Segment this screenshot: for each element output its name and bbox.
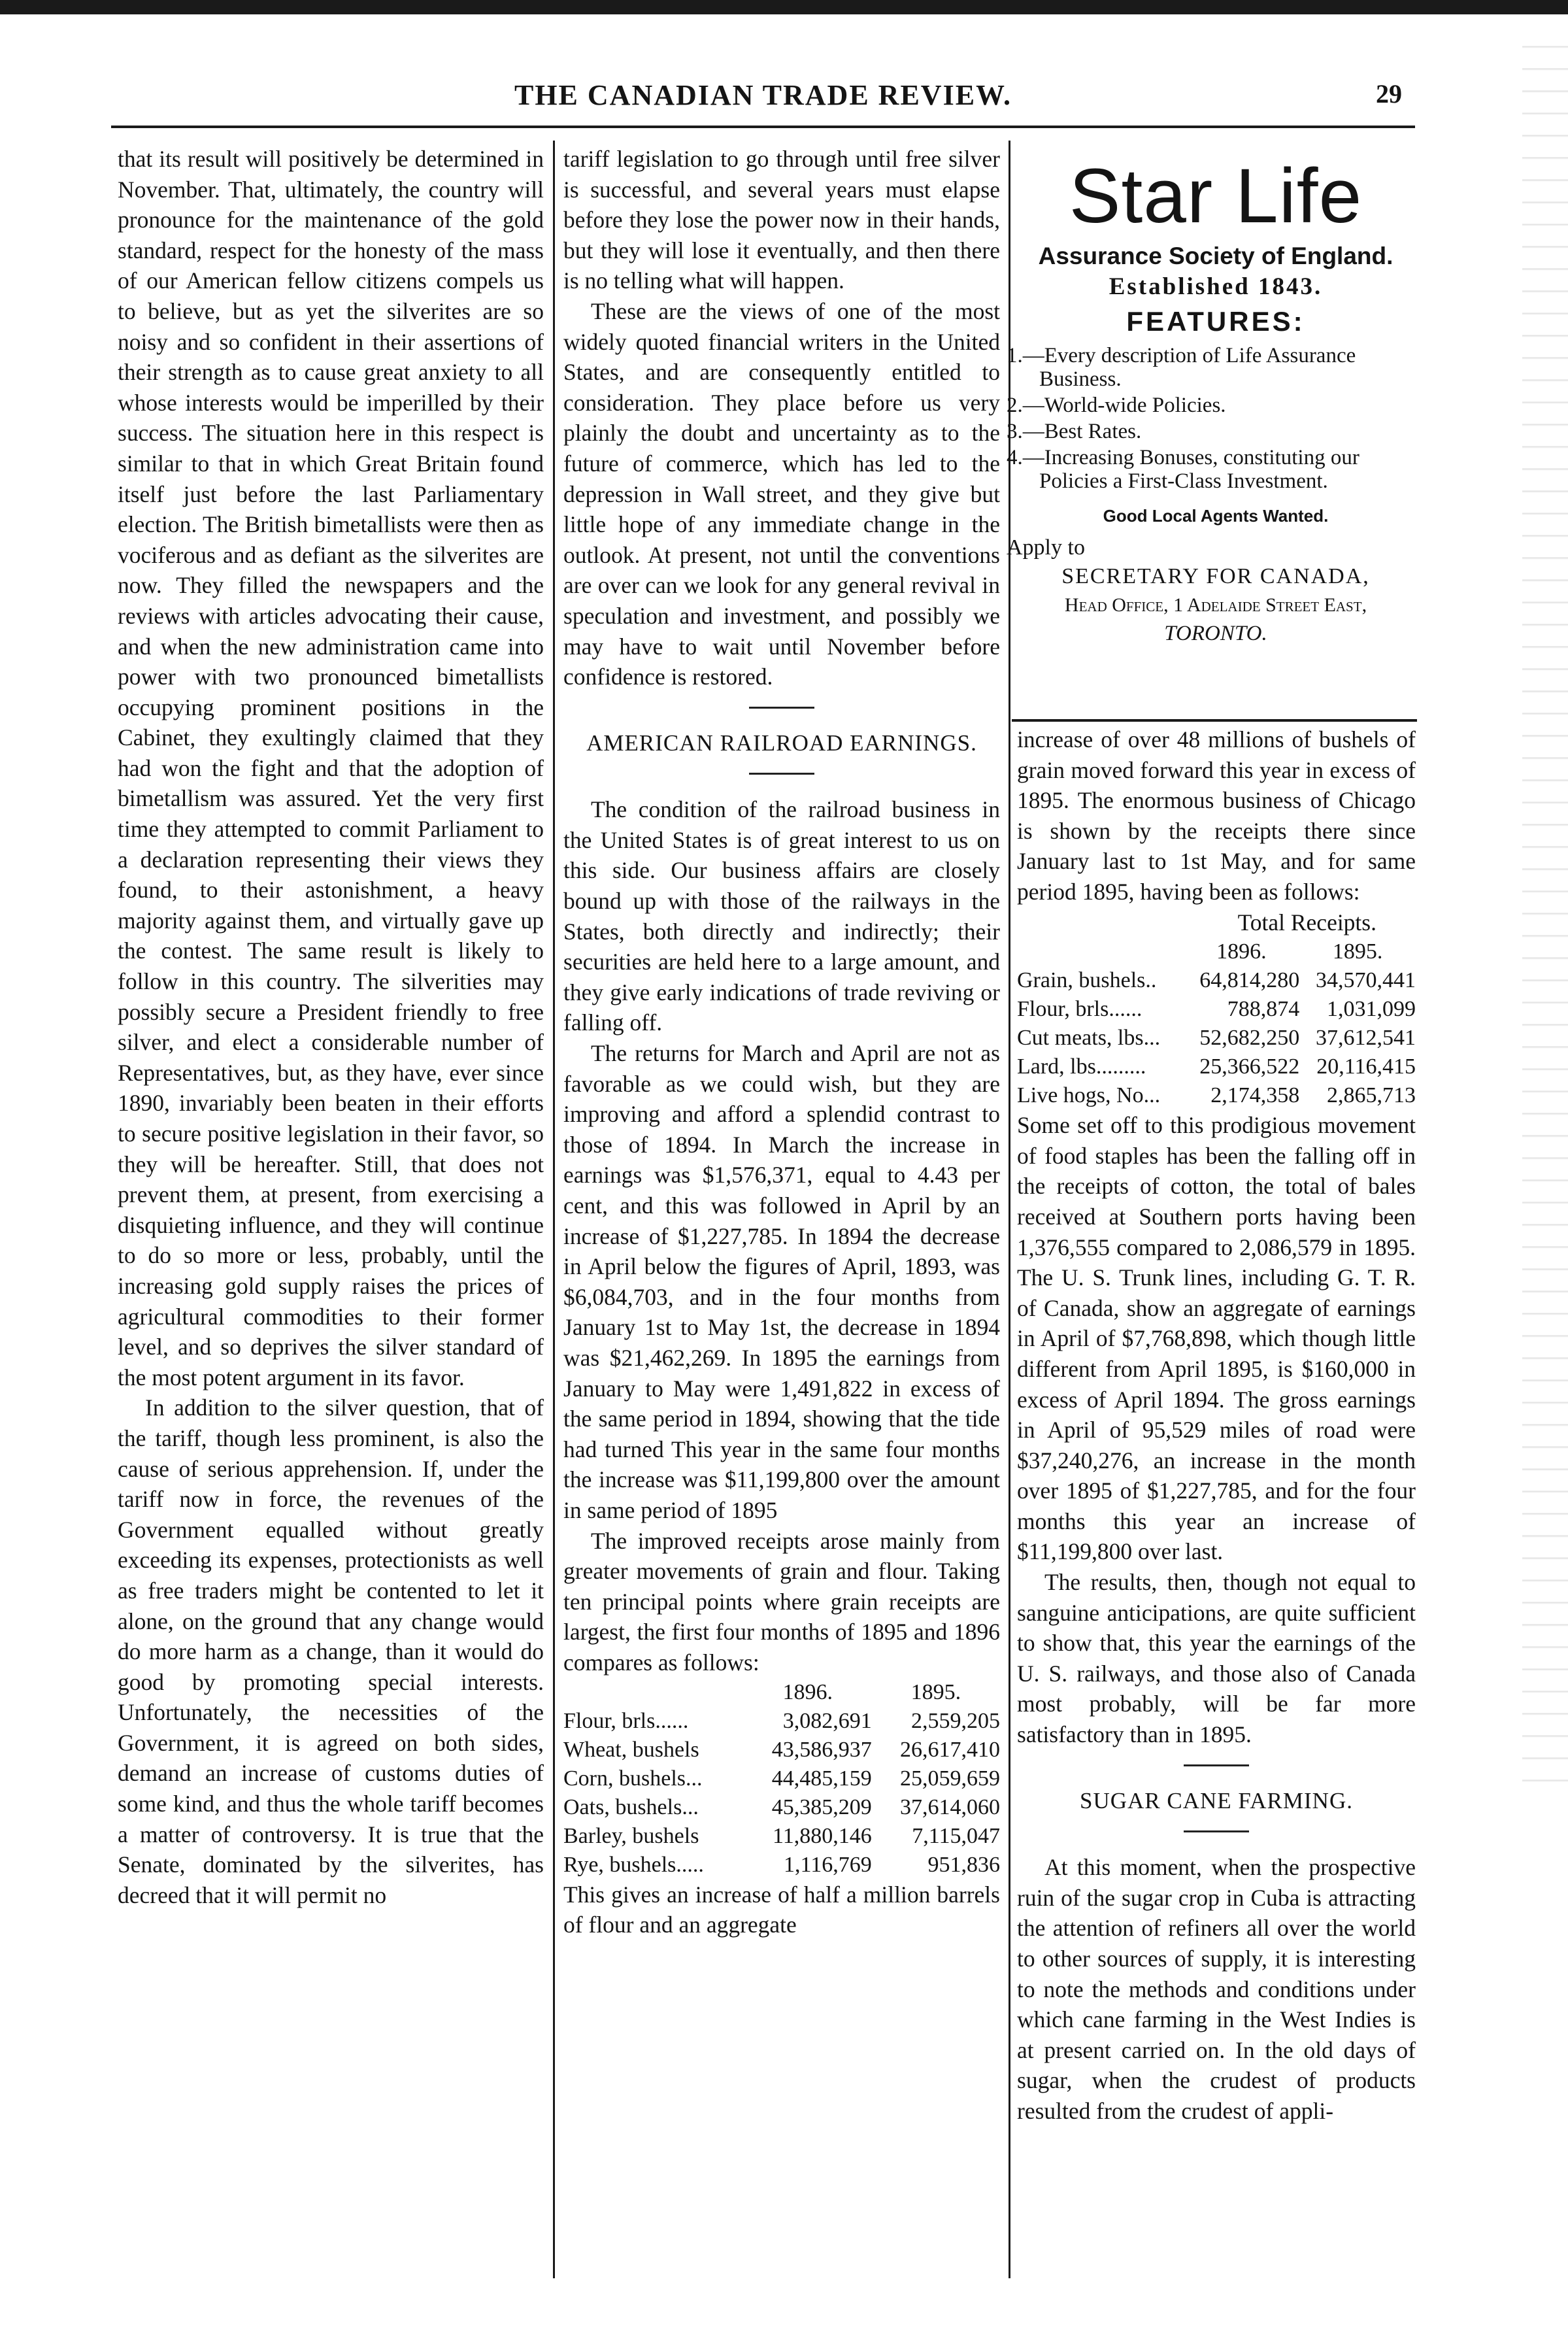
table-row: [563, 1822, 1000, 1851]
header-rule: [111, 126, 1415, 128]
col1-paragraph-1: that its result will positively be determined in November. That, ultimately, the country will pronounce for the maintenance of the gold standard, respect for the honesty of the mass of our American fellow citizens compels us to believe, but as yet the silverites are so noisy and so confident in their assertions of their strength as to cause great anxiety to all whose interests would be imperilled by their success. The situation here in this respect is similar to that in which Great Britain found itself just before the last Parliamentary election. The British bimetallists were then as vociferous and as defiant as the silverites are now. They filled the newspapers and the reviews with articles advocating their cause, and when the new administration came into power with two pronounced bimetallists occupying prominent positions in the Cabinet, they exultingly claimed that they had won the fight and that the adoption of bimetallism was assured. Yet the very first time they attempted to commit Parliament to a declaration representing their views they found, to their astonishment, a heavy majority against them, and virtually gave up the contest. The same result is likely to follow in this country. The silverities may possibly secure a President friendly to free silver, and elect a considerable number of Representatives, but, as they have, ever since 1890, invariably been beaten in their efforts to secure positive legislation in their favor, so they will be hereafter. Still, that does not prevent them, at present, from exercising a disquieting influence, and they will continue to do so more or less, probably, until the increasing gold supply raises the prices of agricultural commodities to their former level, and so deprives the silver standard of the most potent argument in its favor.: [118, 146, 544, 1391]
table-cell: 25,059,659: [900, 1766, 1000, 1791]
table-header-row: [1017, 937, 1416, 966]
table-cell: Cut meats, lbs...: [1017, 1026, 1161, 1051]
column-divider-1: [553, 141, 555, 2278]
table-cell: Lard, lbs.........: [1017, 1054, 1146, 1079]
col2-paragraph-6: This gives an increase of half a million barrels of flour and an aggregate: [563, 1881, 1000, 1938]
grain-flour-receipts-table: [563, 1678, 1000, 1879]
section-separator: [1184, 1830, 1249, 1832]
table-cell: 2,174,358: [1210, 1083, 1300, 1108]
ad-established: Established 1843.: [1109, 273, 1323, 300]
col3-paragraph-4: At this moment, when the prospective ruin of the sugar crop in Cuba is attracting the attention of refiners all over the world to other sources of supply, it is interesting to note the methods and conditions under which cane farming in the West Indies is at present carried on. In the old days of sugar, when the crudest of products resulted from the crudest of appli-: [1017, 1854, 1416, 2124]
table-cell: 2,865,713: [1327, 1083, 1416, 1108]
table-row: [1017, 966, 1416, 995]
section-separator: [749, 707, 814, 709]
page-header: [111, 78, 1415, 118]
table-row: [563, 1736, 1000, 1764]
table-header-cell: 1895.: [910, 1679, 961, 1704]
table-cell: 20,116,415: [1316, 1054, 1416, 1079]
table-cell: 25,366,522: [1199, 1054, 1300, 1079]
table-cell: 2,559,205: [911, 1708, 1000, 1733]
page-top-border: [0, 0, 1568, 14]
table-row: [563, 1707, 1000, 1736]
table-cell: 37,612,541: [1316, 1026, 1416, 1051]
col1-paragraph-2: In addition to the silver question, that of the tariff, though less prominent, is also the cause of serious apprehension. If, under the tariff now in force, the revenues of the Government equalled without greatly exceeding its expenses, protectionists as well as free traders might be contented to let it alone, on the ground that any change would do more harm as a change, than it would do good by promoting special interests. Unfortunately, the necessities of the Government, it is agreed on both sides, demand an increase of customs duties of some kind, and thus the whole tariff becomes a matter of controversy. It is true that the Senate, dominated by the silverites, has decreed that it will permit no: [118, 1394, 544, 1908]
table-cell: 37,614,060: [900, 1795, 1000, 1819]
table-cell: 7,115,047: [912, 1823, 1000, 1848]
star-life-advertisement: [1007, 154, 1425, 646]
table-row: [1017, 995, 1416, 1024]
table-caption: Total Receipts.: [1237, 909, 1376, 935]
table-row: [563, 1793, 1000, 1822]
table-cell: Corn, bushels...: [563, 1766, 703, 1791]
col3-paragraph-3: The results, then, though not equal to sanguine anticipations, are quite sufficient to show that, this year the earnings of the U. S. railways, and those also of Canada most probably, will be far more satisfactory than in 1895.: [1017, 1569, 1416, 1748]
col2-paragraph-1: tariff legislation to go through until free silver is successful, and several years must elapse before they lose the power now in their hands, but they will lose it eventually, and then there is no telling what will happen.: [563, 146, 1000, 294]
table-cell: Barley, bushels: [563, 1823, 699, 1848]
table-cell: 64,814,280: [1199, 968, 1300, 993]
ad-apply: Apply to: [1007, 535, 1085, 560]
ad-features-list: [1007, 344, 1425, 493]
col2-paragraph-2: These are the views of one of the most widely quoted financial writers in the United States, and are consequently entitled to consideration. They place before us very plainly the doubt and uncertainty as to the future of commerce, which has led to the depression in Wall street, and they give but little hope of any immediate change in the outlook. At present, not until the conventions are over can we look for any general revival in speculation and investment, and possibly we may have to wait until November before confidence is restored.: [563, 297, 1000, 690]
table-row: [563, 1764, 1000, 1793]
table-row: [1017, 1024, 1416, 1053]
table-row: [1017, 1081, 1416, 1110]
table-cell: Grain, bushels..: [1017, 968, 1157, 993]
chicago-receipts-table: [1017, 937, 1416, 1110]
table-cell: 45,385,209: [771, 1795, 872, 1819]
ad-company-name: Star Life: [1069, 153, 1363, 239]
table-cell: 1,116,769: [784, 1852, 872, 1877]
table-cell: 951,836: [927, 1852, 1000, 1877]
page-number: 29: [1376, 79, 1402, 109]
table-cell: Flour, brls......: [563, 1708, 689, 1733]
table-cell: 11,880,146: [773, 1823, 872, 1848]
table-cell: 34,570,441: [1316, 968, 1416, 993]
table-cell: Flour, brls......: [1017, 997, 1143, 1022]
col2-paragraph-5: The improved receipts arose mainly from greater movements of grain and flour. Taking ten principal points where grain receipts are largest, the first four months of 1895 and 1896 compares as follows:: [563, 1527, 1000, 1676]
section-heading-sugar-cane: SUGAR CANE FARMING.: [1080, 1787, 1353, 1813]
table-header-cell: 1895.: [1332, 939, 1383, 964]
table-row: [1017, 1053, 1416, 1081]
column-3: [1017, 724, 1416, 2127]
section-separator: [749, 773, 814, 775]
list-item: 1.—Every description of Life Assurance Business.: [1007, 344, 1356, 391]
col3-paragraph-1: increase of over 48 millions of bushels of grain moved forward this year in excess of 1895. The enormous business of Chicago is shown by the receipts there since January last to 1st May, and for same period 1895, having been as follows:: [1017, 726, 1416, 905]
ad-address: Head Office, 1 Adelaide Street East,: [1064, 594, 1367, 616]
table-header-cell: 1896.: [782, 1679, 833, 1704]
table-cell: 788,874: [1227, 997, 1300, 1022]
table-cell: 26,617,410: [900, 1737, 1000, 1762]
table-cell: Oats, bushels...: [563, 1795, 699, 1819]
section-separator: [1184, 1764, 1249, 1766]
table-cell: Rye, bushels.....: [563, 1852, 704, 1877]
list-item: 3.—Best Rates.: [1007, 420, 1142, 443]
table-row: [563, 1851, 1000, 1879]
table-cell: 43,586,937: [771, 1737, 872, 1762]
col2-paragraph-4: The returns for March and April are not as favorable as we could wish, but they are improving and afford a splendid contrast to those of 1894. In March the increase in earnings was $1,576,371, equal to 4.43 per cent, and this was followed in April by an increase of $1,227,785. In 1894 the decrease in April below the figures of April, 1893, was $6,084,703, and in the four months from January 1st to May 1st, the decrease in 1894 was $21,462,269. In 1895 the earnings from January to May were 1,491,822 in excess of the same period in 1894, showing that the tide had turned This year in the same four months the increase was $11,199,800 over the amount in same period of 1895: [563, 1040, 1000, 1523]
journal-title: THE CANADIAN TRADE REVIEW.: [514, 79, 1012, 111]
table-cell: 1,031,099: [1327, 997, 1416, 1022]
section-heading-railroad-earnings: AMERICAN RAILROAD EARNINGS.: [586, 730, 977, 756]
advertisement-bottom-rule: [1012, 719, 1417, 722]
table-cell: 3,082,691: [782, 1708, 872, 1733]
ad-secretary: SECRETARY FOR CANADA,: [1061, 564, 1370, 588]
ad-agents-wanted: Good Local Agents Wanted.: [1103, 506, 1329, 526]
table-cell: 52,682,250: [1199, 1026, 1300, 1051]
table-header-cell: [1017, 937, 1184, 966]
column-1: [118, 144, 544, 1910]
table-cell: Live hogs, No...: [1017, 1083, 1161, 1108]
table-cell: Wheat, bushels: [563, 1737, 699, 1762]
list-item: 4.—Increasing Bonuses, constituting our Policies a First-Class Investment.: [1007, 446, 1359, 493]
table-cell: 44,485,159: [771, 1766, 872, 1791]
table-header-row: [563, 1678, 1000, 1707]
ad-features-title: FEATURES:: [1126, 306, 1305, 337]
scan-edge-artifact: [1522, 26, 1568, 1791]
table-header-cell: [563, 1678, 744, 1707]
ad-city: TORONTO.: [1164, 622, 1267, 645]
column-2: [563, 144, 1000, 1940]
col2-paragraph-3: The condition of the railroad business in the United States is of great interest to us on this side. Our business affairs are closely bound up with those of the railways in the States, both directly and indirectly; their securities are held here to a large amount, and they give early indications of trade reviving or falling off.: [563, 796, 1000, 1036]
col3-paragraph-2: Some set off to this prodigious movement of food staples has been the falling off in the receipts of cotton, the total of bales received at Southern ports having been 1,376,555 compared to 2,086,579 in 1895. The U. S. Trunk lines, including G. T. R. of Canada, show an aggregate of earnings in April of $7,768,898, which though little different from April 1895, is $160,000 in excess of April 1894. The gross earnings in April of 95,529 miles of road were $37,240,276, an increase in the month over 1895 of $1,227,785, and for the four months this year an increase of $11,199,800 over last.: [1017, 1112, 1416, 1565]
table-header-cell: 1896.: [1216, 939, 1267, 964]
ad-subtitle: Assurance Society of England.: [1038, 243, 1393, 269]
list-item: 2.—World-wide Policies.: [1007, 394, 1226, 417]
